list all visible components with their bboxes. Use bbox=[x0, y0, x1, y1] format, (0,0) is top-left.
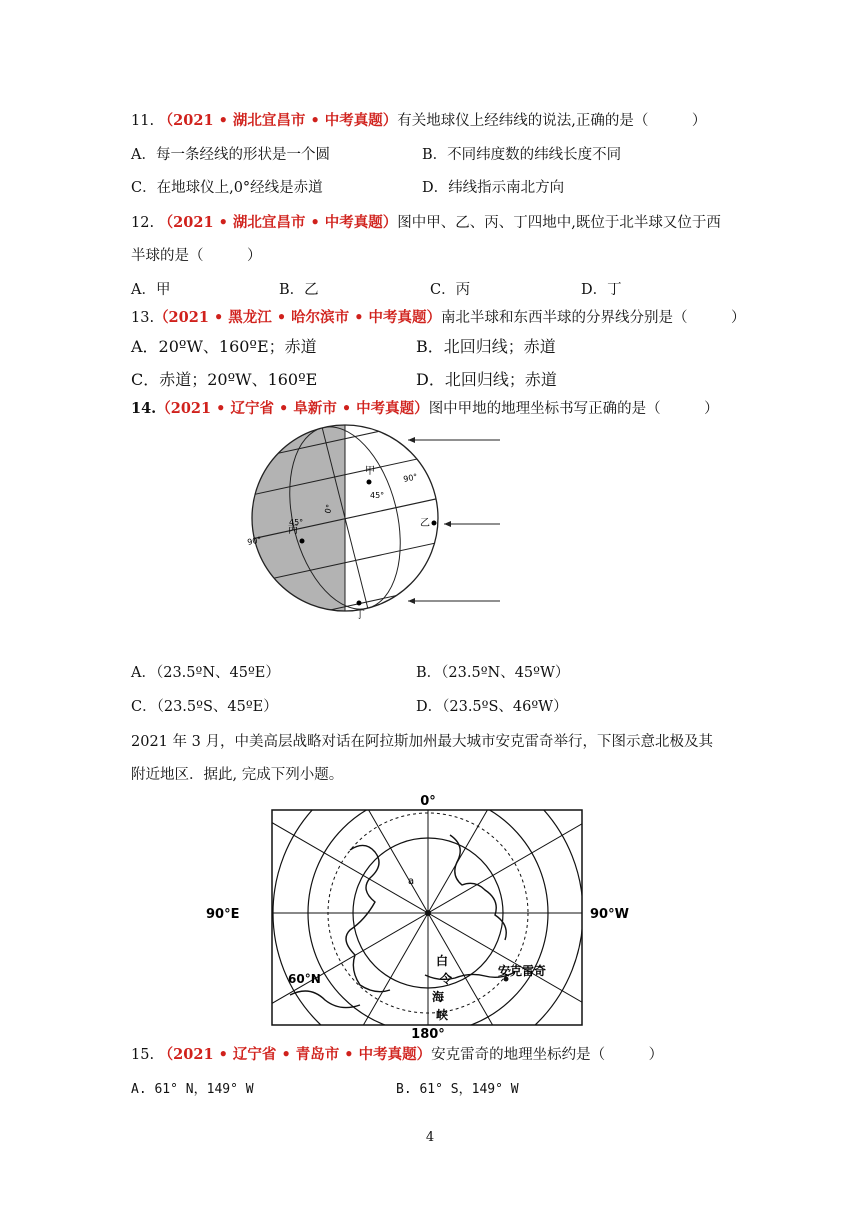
page-number: 4 bbox=[425, 1130, 435, 1145]
north-pole-point bbox=[425, 910, 431, 916]
question-stem: 图中甲地的地理坐标书写正确的是（ ） bbox=[428, 401, 719, 417]
latitude-line bbox=[238, 412, 468, 462]
intro-line-1: 2021 年 3 月，中美高层战略对话在阿拉斯加州最大城市安克雷奇举行，下图示意北极及其 bbox=[131, 734, 713, 750]
option-b: B．北回归线；赤道 bbox=[416, 337, 556, 356]
question-source: （2021 • 辽宁省 • 青岛市 • 中考真题） bbox=[158, 1046, 432, 1063]
question-source: （2021 • 湖北宜昌市 • 中考真题） bbox=[158, 214, 398, 231]
arrowhead bbox=[408, 598, 415, 604]
point-bing bbox=[300, 539, 305, 544]
label-90-right: 90° bbox=[402, 472, 419, 484]
question-source: （2021 • 湖北宜昌市 • 中考真题） bbox=[158, 112, 398, 129]
option-b: B．不同纬度数的纬线长度不同 bbox=[422, 147, 622, 163]
question-stem-cont: 半球的是（ ） bbox=[131, 248, 262, 264]
q13-line bbox=[131, 308, 746, 328]
label-yi: 乙 bbox=[420, 518, 430, 529]
label-bering-4: 峡 bbox=[436, 1008, 449, 1022]
question-source: （2021 • 黑龙江 • 哈尔滨市 • 中考真题） bbox=[154, 309, 442, 326]
label-90w: 90°W bbox=[590, 907, 629, 922]
label-90e: 90°E bbox=[206, 907, 240, 922]
q12-line bbox=[131, 213, 721, 233]
intro-line-2: 附近地区．据此, 完成下列小题。 bbox=[131, 767, 344, 783]
option-b: B. 61° S，149° W bbox=[396, 1082, 519, 1097]
label-bering-2: 令 bbox=[440, 972, 453, 986]
label-anchorage: 安克雷奇 bbox=[498, 964, 547, 978]
option-a: A．20ºW、160ºE；赤道 bbox=[131, 337, 317, 356]
option-a: A．每一条经线的形状是一个圆 bbox=[131, 147, 330, 163]
question-stem: 有关地球仪上经纬线的说法,正确的是（ ） bbox=[397, 113, 707, 129]
globe-diagram bbox=[238, 410, 503, 625]
option-d: D．北回归线；赤道 bbox=[416, 370, 557, 389]
label-point-a: a bbox=[408, 876, 415, 887]
option-c: C．在地球仪上,0°经线是赤道 bbox=[131, 180, 323, 196]
label-180-deg: 180° bbox=[411, 1027, 445, 1040]
arrowhead bbox=[408, 437, 415, 443]
q11-line bbox=[131, 111, 706, 131]
option-d: D．（23.5ºS、46ºW） bbox=[416, 699, 568, 715]
option-b: B．乙 bbox=[279, 282, 319, 298]
option-d: D．纬线指示南北方向 bbox=[422, 180, 565, 196]
label-jia: 甲 bbox=[365, 466, 375, 477]
label-45-left: 45° bbox=[289, 518, 304, 527]
option-c: C．赤道；20ºW、160ºE bbox=[131, 370, 318, 389]
question-stem: 图中甲、乙、丙、丁四地中,既位于北半球又位于西 bbox=[397, 215, 721, 231]
option-d: D．丁 bbox=[581, 282, 622, 298]
arrowhead bbox=[444, 521, 451, 527]
label-bing: 丙 bbox=[288, 525, 298, 536]
label-bering-3: 海 bbox=[432, 990, 445, 1004]
label-90-left: 90° bbox=[246, 535, 263, 547]
option-a: A．甲 bbox=[131, 282, 171, 298]
label-60n: 60°N bbox=[288, 972, 321, 986]
option-c: C．丙 bbox=[430, 282, 471, 298]
option-a: A．（23.5ºN、45ºE） bbox=[131, 665, 280, 681]
label-0: 0° bbox=[323, 503, 335, 515]
q15-line bbox=[131, 1045, 663, 1065]
label-bering-1: 白 bbox=[436, 954, 449, 968]
arctic-map bbox=[200, 790, 640, 1040]
point-jia bbox=[367, 480, 372, 485]
question-stem: 安克雷奇的地理坐标约是（ ） bbox=[431, 1047, 664, 1063]
question-number: 14. bbox=[131, 400, 157, 417]
label-ding: 丁 bbox=[355, 610, 365, 621]
question-number: 11. bbox=[131, 113, 155, 129]
question-number: 12. bbox=[131, 215, 155, 231]
question-number: 15. bbox=[131, 1047, 155, 1063]
point-yi bbox=[432, 521, 437, 526]
label-0-deg: 0° bbox=[420, 794, 436, 809]
option-a: A. 61° N，149° W bbox=[131, 1082, 254, 1097]
map-frame bbox=[272, 810, 582, 1025]
question-stem: 南北半球和东西半球的分界线分别是（ ） bbox=[441, 310, 746, 326]
point-ding bbox=[357, 601, 362, 606]
question-source: （2021 • 辽宁省 • 阜新市 • 中考真题） bbox=[156, 400, 429, 417]
label-45-top: 45° bbox=[370, 491, 385, 500]
option-c: C．（23.5ºS、45ºE） bbox=[131, 699, 278, 715]
question-number: 13. bbox=[131, 310, 155, 326]
latitude-line bbox=[238, 580, 468, 625]
option-b: B．（23.5ºN、45ºW） bbox=[416, 665, 570, 681]
